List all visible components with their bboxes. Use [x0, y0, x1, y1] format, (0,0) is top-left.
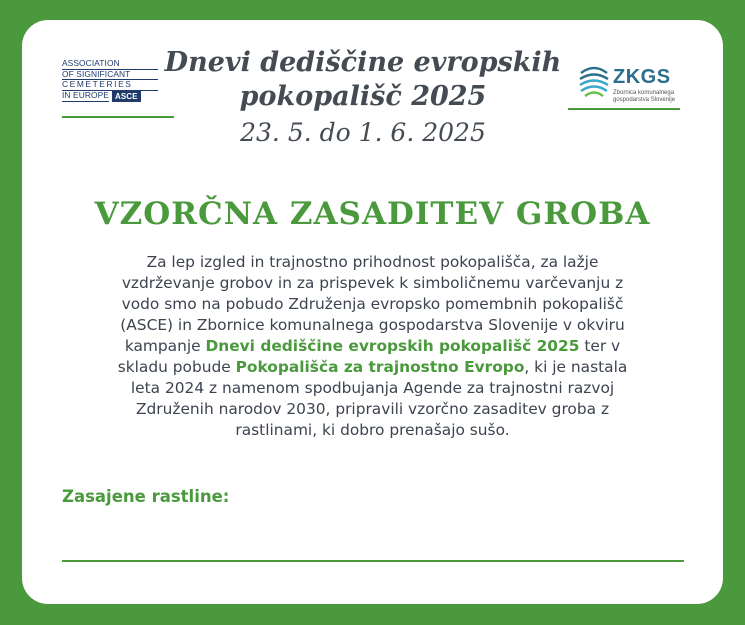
plants-label: Zasajene rastline:	[62, 487, 230, 506]
asce-badge: ASCE	[112, 91, 141, 102]
event-date: 23. 5. do 1. 6. 2025	[240, 118, 486, 147]
main-title: VZORČNA ZASADITEV GROBA	[94, 196, 651, 232]
event-title-line: Dnevi dediščine evropskih	[164, 47, 562, 78]
zkgs-name: ZKGS	[613, 66, 671, 88]
asce-logo-line: CEMETERIES	[62, 80, 158, 91]
zkgs-emblem-icon	[577, 64, 611, 98]
body-text-part: , ki je nastala leta 2024 z namenom spodbujanja Agende za trajnostni razvoj Združenih narodov 2030, pripravili vzorčno zasaditev groba z rastlinami, ki dobro prenašajo sušo.	[130, 358, 628, 439]
body-highlight-campaign: Dnevi dediščine evropskih pokopališč 2025	[205, 337, 580, 355]
asce-logo-line: ASSOCIATION	[62, 59, 158, 70]
zkgs-subtitle: Zbornica komunalnega gospodarstva Slovenije	[613, 90, 676, 103]
asce-logo-line: OF SIGNIFICANT	[62, 70, 158, 81]
asce-logo	[62, 59, 158, 102]
asce-underline	[62, 116, 174, 118]
zkgs-underline	[568, 108, 680, 110]
body-highlight-initiative: Pokopališča za trajnostno Evropo	[235, 358, 525, 376]
poster-card	[22, 20, 723, 604]
bottom-divider	[62, 560, 684, 562]
event-title	[162, 46, 564, 114]
asce-logo-line: IN EUROPE	[62, 90, 109, 101]
body-paragraph	[110, 252, 635, 441]
body-text-part: ter v skladu pobude	[117, 337, 621, 376]
body-text-part: Za lep izgled in trajnostno prihodnost pokopališča, za lažje vzdrževanje grobov in za prispevek k simboličnemu varčevanju z vodo smo na pobudo Združenja evropsko pomembnih pokopališč (ASCE) in Zbornice komunalnega gospodarstva Slovenije v okviru kampanje	[120, 253, 625, 355]
event-title-line: pokopališč 2025	[239, 81, 487, 112]
